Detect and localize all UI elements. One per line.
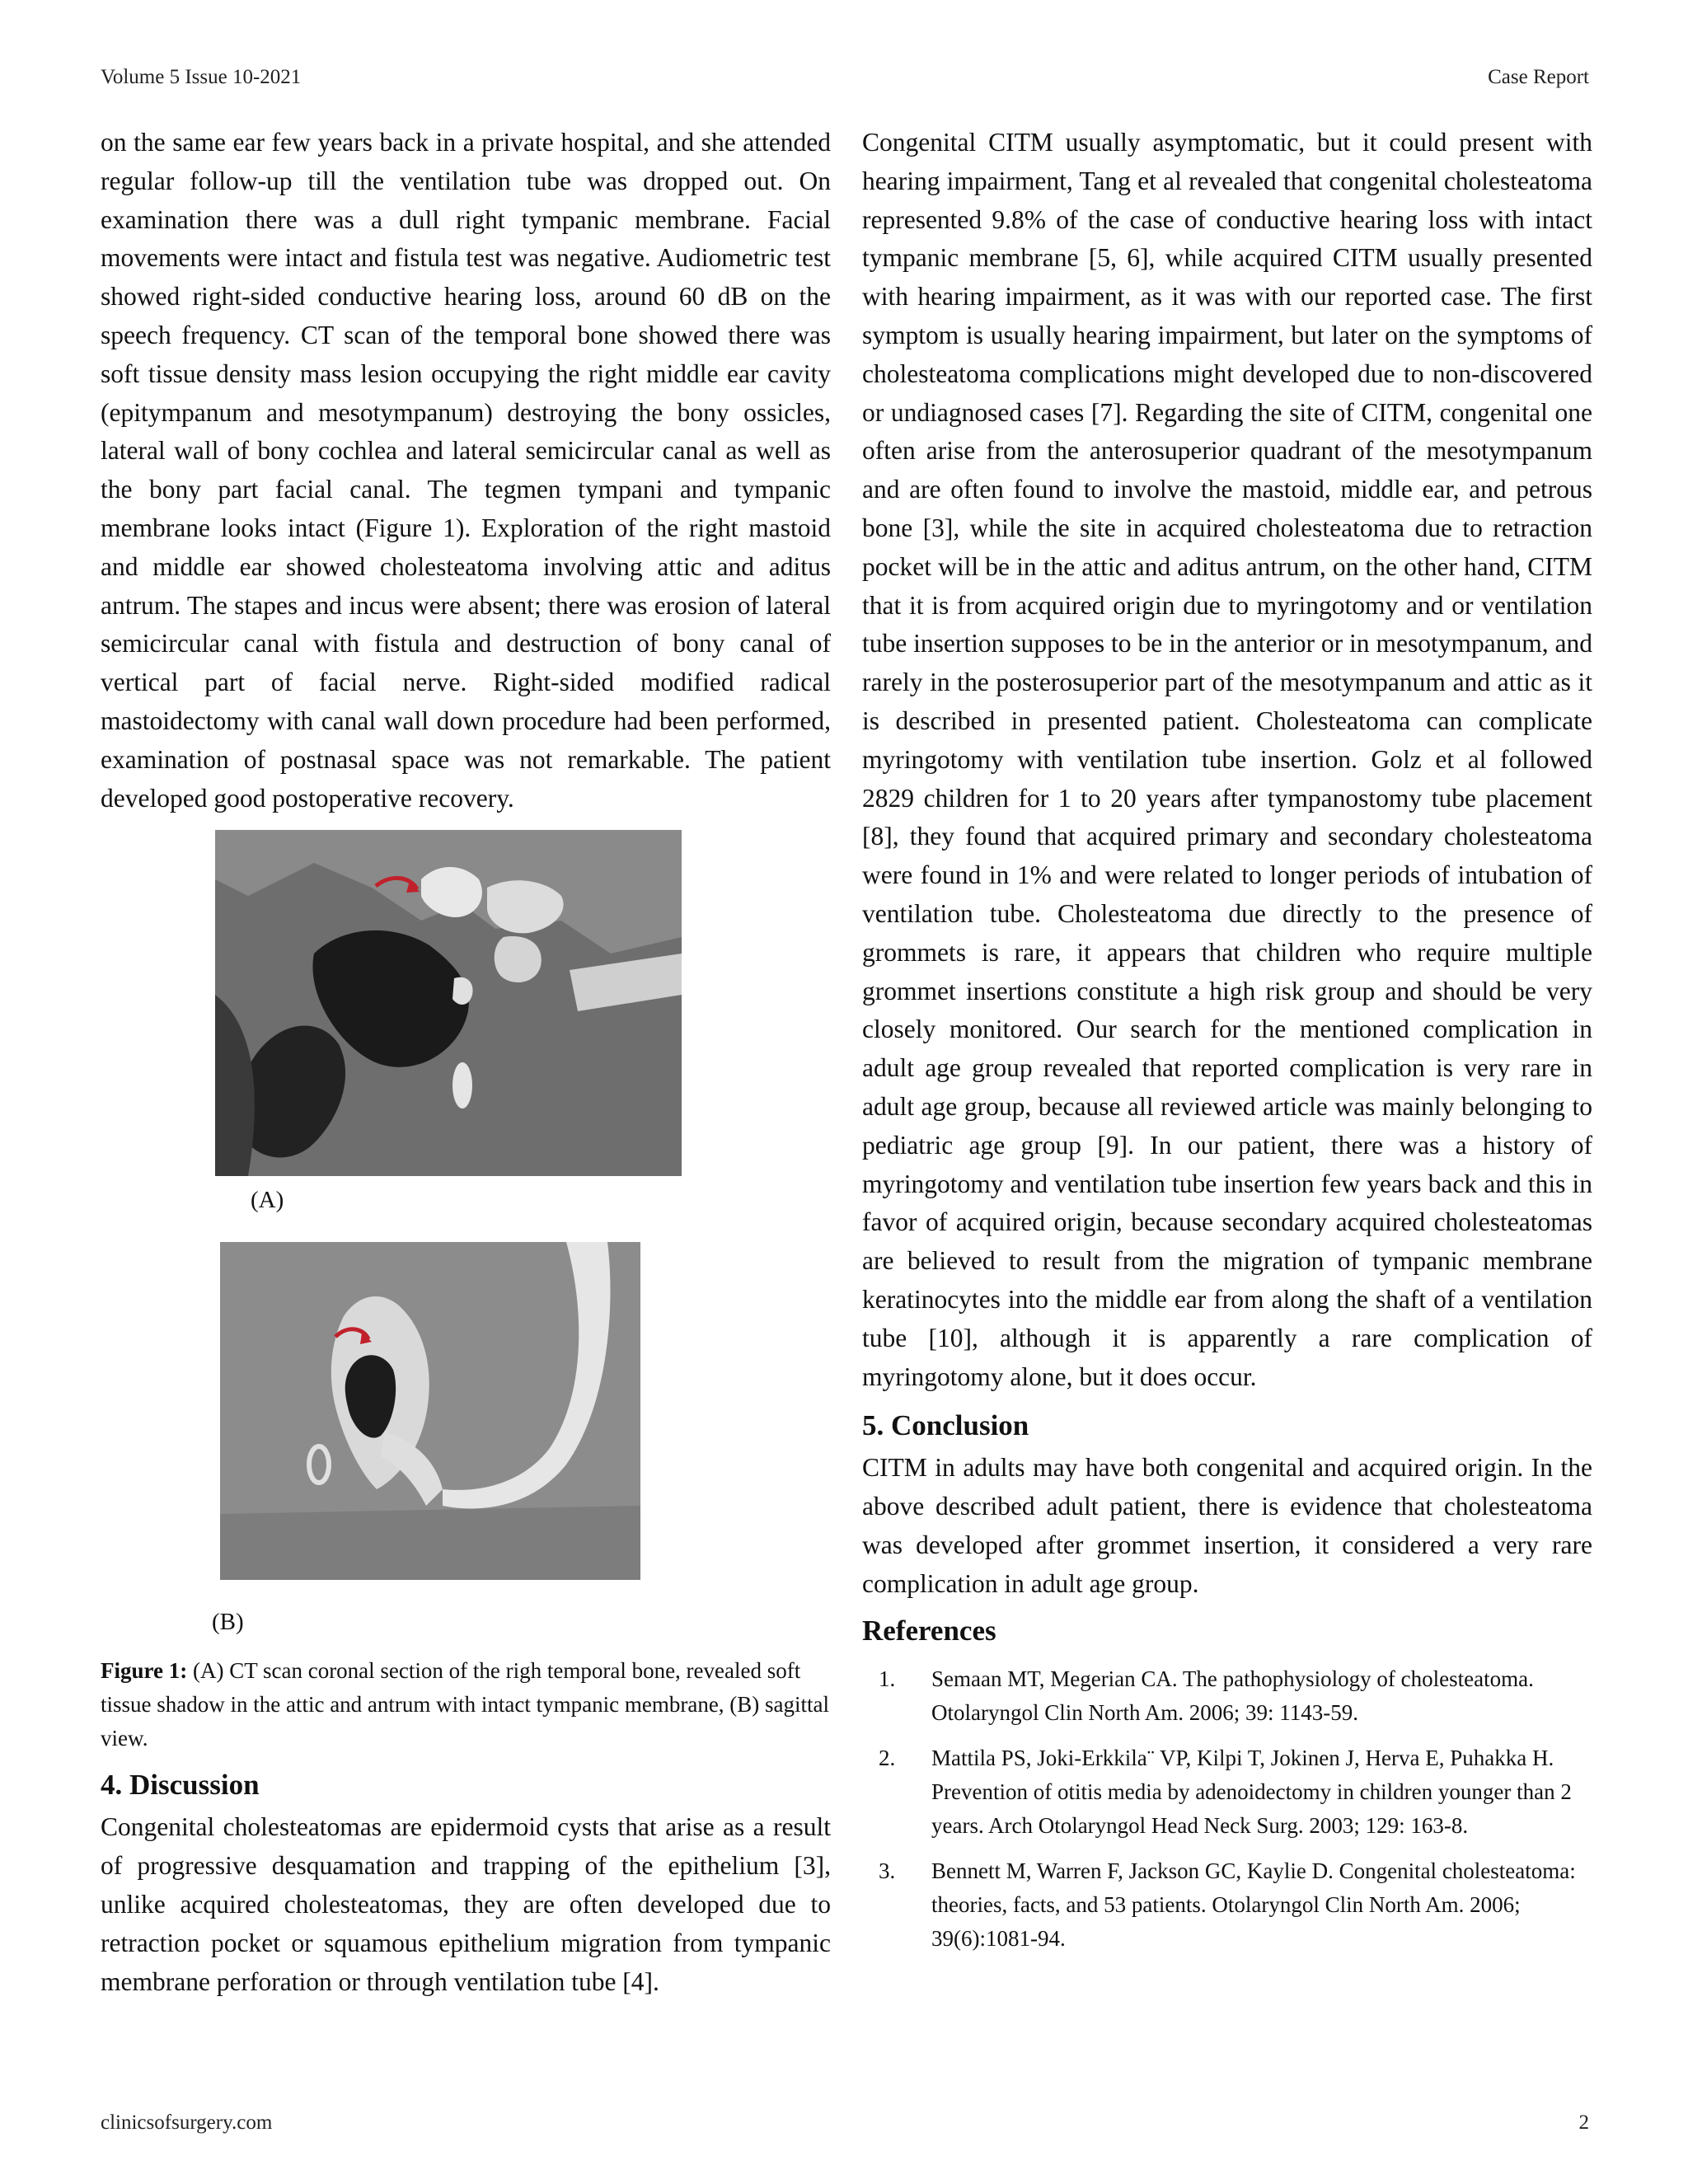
ct-coronal-image: [215, 830, 682, 1176]
caption-text: (A) CT scan coronal section of the righ temporal bone, revealed soft tissue shadow in the attic and antrum with intact tympanic membrane, (B) sagittal view.: [101, 1658, 830, 1751]
caption-label: Figure 1:: [101, 1658, 188, 1684]
references-heading: References: [862, 1615, 996, 1647]
figure-caption: [101, 1654, 831, 1755]
reference-text: Bennett M, Warren F, Jackson GC, Kaylie D. Congenital cholesteatoma: theories, facts, and 53 patients. Otolaryngol Clin North Am. 2006; 39(6):1081-94.: [931, 1858, 1576, 1952]
page-number: 2: [1578, 2111, 1589, 2134]
case-paragraph: on the same ear few years back in a private hospital, and she attended regular follow-up till the ventilation tube was dropped out. On examination there was a dull right tympanic membrane. Facial movements were intact and fistula test was negative. Audiometric test showed right-sided conductive hearing loss, around 60 dB on the speech frequency. CT scan of the temporal bone showed there was soft tissue density mass lesion occupying the right middle ear cavity (epitympanum and mesotympanum) destroying the bony ossicles, lateral wall of bony cochlea and lateral semicircular canal as well as the bony part facial canal. The tegmen tympani and tympanic membrane looks intact (Figure 1). Exploration of the right mastoid and middle ear showed cholesteatoma involving attic and aditus antrum. The stapes and incus were absent; there was erosion of lateral semicircular canal with fistula and destruction of bony canal of vertical part of facial nerve. Right-sided modified radical mastoidectomy with canal wall down procedure had been performed, examination of postnasal space was not remarkable. The patient developed good postoperative recovery.: [101, 128, 831, 813]
article-type: Case Report: [1488, 66, 1589, 88]
references-list: [862, 1662, 1592, 1956]
reference-number: 2.: [879, 1746, 896, 1771]
left-column: [101, 124, 831, 2001]
reference-number: 3.: [879, 1858, 896, 1884]
right-column: [862, 124, 1592, 1967]
discussion-paragraph: Congenital cholesteatomas are epidermoid cysts that arise as a result of progressive desquamation and trapping of the epithelium [3], unlike acquired cholesteatomas, they are often developed due to retraction pocket or squamous epithelium migration from tympanic membrane perforation or through ventilation tube [4].: [101, 1812, 831, 1996]
journal-volume: Volume 5 Issue 10-2021: [101, 66, 302, 88]
reference-item: [862, 1854, 1592, 1956]
figure-1: [101, 818, 831, 1654]
discussion-heading: 4. Discussion: [101, 1769, 260, 1802]
reference-text: Mattila PS, Joki-Erkkila¨ VP, Kilpi T, Jokinen J, Herva E, Puhakka H. Prevention of otitis media by adenoidectomy in children younger than 2 years. Arch Otolaryngol Head Neck Surg. 2003; 129: 163-8.: [931, 1746, 1572, 1839]
conclusion-paragraph: CITM in adults may have both congenital and acquired origin. In the above described adult patient, there is evidence that cholesteatoma was developed after grommet insertion, it considered a very rare complication in adult age group.: [862, 1453, 1592, 1598]
footer-site: clinicsofsurgery.com: [101, 2111, 273, 2134]
conclusion-heading: 5. Conclusion: [862, 1409, 1029, 1442]
reference-text: Semaan MT, Megerian CA. The pathophysiology of cholesteatoma. Otolaryngol Clin North Am. 2006; 39: 1143-59.: [931, 1666, 1534, 1726]
reference-item: [862, 1662, 1592, 1730]
discussion-continued-paragraph: Congenital CITM usually asymptomatic, but it could present with hearing impairment, Tang et al revealed that congenital cholesteatoma represented 9.8% of the case of conductive hearing loss with intact tympanic membrane [5, 6], while acquired CITM usually presented with hearing impairment, as it was with our reported case. The first symptom is usually hearing impairment, but later on the symptoms of cholesteatoma complications might developed due to non-discovered or undiagnosed cases [7]. Regarding the site of CITM, congenital one often arise from the anterosuperior quadrant of the mesotympanum and are often found to involve the mastoid, middle ear, and petrous bone [3], while the site in acquired cholesteatoma due to retraction pocket will be in the attic and aditus antrum, on the other hand, CITM that it is from acquired origin due to myringotomy and or ventilation tube insertion supposes to be in the anterior or in mesotympanum, and rarely in the posterosuperior part of the mesotympanum and attic as it is described in presented patient. Cholesteatoma can complicate myringotomy with ventilation tube insertion. Golz et al followed 2829 children for 1 to 20 years after tympanostomy tube placement [8], they found that acquired primary and secondary cholesteatoma were found in 1% and were related to longer periods of intubation of ventilation tube. Cholesteatoma due directly to the presence of grommets is rare, it appears that children who require multiple grommet insertions constitute a high risk group and should be very closely monitored. Our search for the mentioned complication in adult age group revealed that reported complication is very rare in adult age group, because all reviewed article was mainly belonging to pediatric age group [9]. In our patient, there was a history of myringotomy and ventilation tube insertion few years back and this in favor of acquired origin, because secondary acquired cholesteatomas are believed to result from the migration of tympanic membrane keratinocytes into the middle ear from along the shaft of a ventilation tube [10], although it is apparently a rare complication of myringotomy alone, but it does occur.: [862, 128, 1592, 1391]
reference-number: 1.: [879, 1666, 896, 1692]
ct-sagittal-image: [220, 1242, 640, 1580]
figure-label-b: (B): [212, 1609, 244, 1636]
figure-label-a: (A): [251, 1187, 284, 1214]
reference-item: [862, 1741, 1592, 1843]
